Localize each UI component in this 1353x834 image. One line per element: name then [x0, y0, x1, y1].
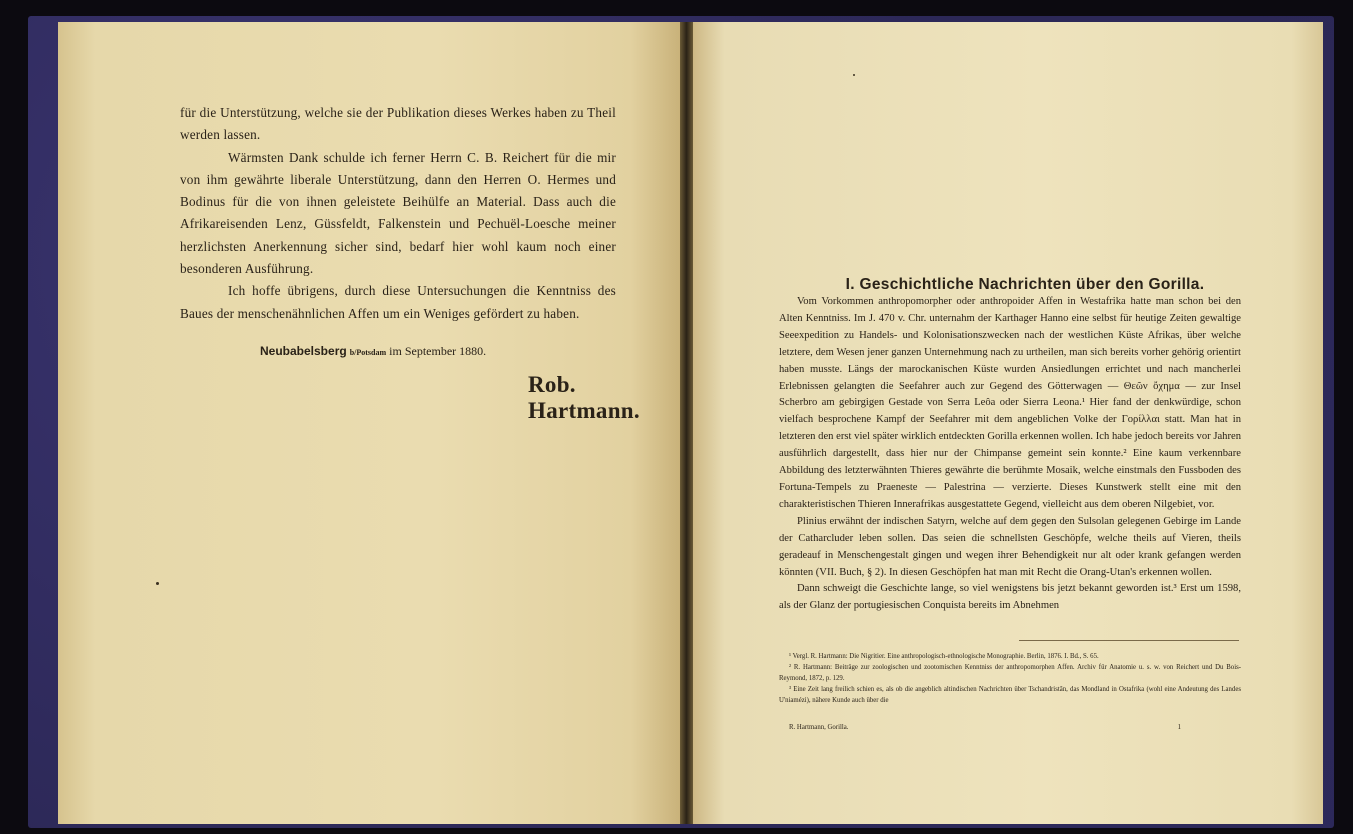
page-footer — [779, 724, 1241, 731]
chapter-heading: I. Geschichtliche Nachrichten über den Gorilla. — [845, 276, 1205, 293]
footnote-3: ³ Eine Zeit lang freilich schien es, als ob die angeblich altindischen Nachrichten über Tschandristân, das Mondland in Ostafrika (wohl eine Andeutung des Landes U'niamézi), nähere Kunde auch über die — [779, 686, 1241, 704]
date-text: im September 1880. — [389, 344, 487, 358]
right-paragraph-2: Plinius erwähnt der indischen Satyrn, welche auf dem gegen den Sulsolan gelegenen Gebirge im Lande der Catharcluder leben sollen. Das seien die schnellsten Geschöpfe, welche theils auf Vieren, theils geradeauf in Menschengestalt gingen und wegen ihrer Behendigkeit nur alt oder krank gefangen werden könnten (VII. Buch, § 2). In diesen Geschöpfen hat man mit Recht die Orang-Utan's erkennen wollen. — [779, 515, 1241, 578]
left-page-text — [180, 102, 616, 325]
right-page — [693, 22, 1323, 824]
right-page-text — [779, 294, 1241, 615]
footnote-1: ¹ Vergl. R. Hartmann: Die Nigritier. Eine anthropologisch-ethnologische Monographie. Berlin, 1876. I. Bd., S. 65. — [789, 653, 1099, 660]
book-gutter — [680, 22, 693, 824]
right-paragraph-1: Vom Vorkommen anthropomorpher oder anthropoider Affen in Westafrika hatte man schon bei den Alten Kenntniss. Im J. 470 v. Chr. unternahm der Karthager Hanno eine selbst für heutige Zeiten gewaltige Seeexpedition zu Handels- und Kolonisationszwecken nach der westlichen Küste Afrikas, über welche letztere, dem Wesen jener ganzen Unternehmung nach zu urtheilen, man sich bereits vorher gehörig orientirt haben musste. Längs der marockanischen Küste wurden Ansiedlungen errichtet und nach mancherlei Erlebnissen gelangten die Seefahrer auch zur Gegend des Götterwagen — Θεῶν ὄχημα — zur Insel Scherbro am gebirgigen Gestade von Serra Leôa oder Sierra Leona.¹ Hier fand der denkwürdige, schon vielfach besprochene Kampf der Seefahrer mit dem angeblichen Volke der Γορίλλαι statt. Man hat in letzteren den erst viel später wirklich entdeckten Gorilla erkennen wollen. Ich habe jedoch bereits vor Jahren ausführlich dargestellt, dass hier nur der Chimpanse gemeint sein konnte.² Eine kaum verkennbare Abbildung des letzterwähnten Thieres gewährte die berühmte Mosaik, welche einstmals den Fussboden des Fortuna-Tempels zu Praeneste — Palestrina — verzierte. Dieses Kunstwerk stellt eine mit den charakteristischen Thieren Innerafrikas ausgestattete Gegend, vielleicht aus dem oberen Nilgebiet, vor. — [779, 296, 1241, 510]
page-speck — [156, 582, 159, 585]
page-speck — [853, 74, 855, 76]
page-number: 1 — [1177, 724, 1181, 731]
place-suffix: b/Potsdam — [349, 348, 387, 357]
right-paragraph-3: Dann schweigt die Geschichte lange, so viel wenigstens bis jetzt bekannt geworden ist.³ Erst um 1598, als der Glanz der portugiesischen Conquista bereits im Abnehmen — [779, 583, 1241, 612]
signature-mark: R. Hartmann, Gorilla. — [789, 724, 849, 731]
footnotes — [779, 651, 1241, 706]
place-date-line — [260, 344, 486, 359]
footnote-2: ² R. Hartmann: Beiträge zur zoologischen und zootomischen Kenntniss der anthropomorphen Affen. Archiv für Anatomie u. s. w. von Reichert und Du Bois-Reymond, 1872, p. 129. — [779, 664, 1241, 682]
left-page — [58, 22, 680, 824]
left-paragraph-2: Wärmsten Dank schulde ich ferner Herrn C. B. Reichert für die mir von ihm gewährte liberale Unterstützung, dann den Herren O. Hermes und Bodinus für die von ihnen geleistete Beihülfe an Material. Dass auch die Afrikareisenden Lenz, Güssfeldt, Falkenstein und Pechuël-Loesche meiner herzlichsten Anerkennung sicher sind, bedarf hier wohl kaum noch einer besonderen Ausführung. — [180, 149, 616, 277]
left-paragraph-3: Ich hoffe übrigens, durch diese Untersuchungen die Kenntniss des Baues der menschenähnlichen Affen um ein Weniges gefördert zu haben. — [180, 283, 616, 321]
place-name: Neubabelsberg — [260, 344, 347, 358]
author-signature: Rob. Hartmann. — [528, 372, 640, 423]
left-paragraph-1: für die Unterstützung, welche sie der Publikation dieses Werkes haben zu Theil werden lassen. — [180, 105, 616, 143]
footnote-divider — [1019, 640, 1239, 641]
